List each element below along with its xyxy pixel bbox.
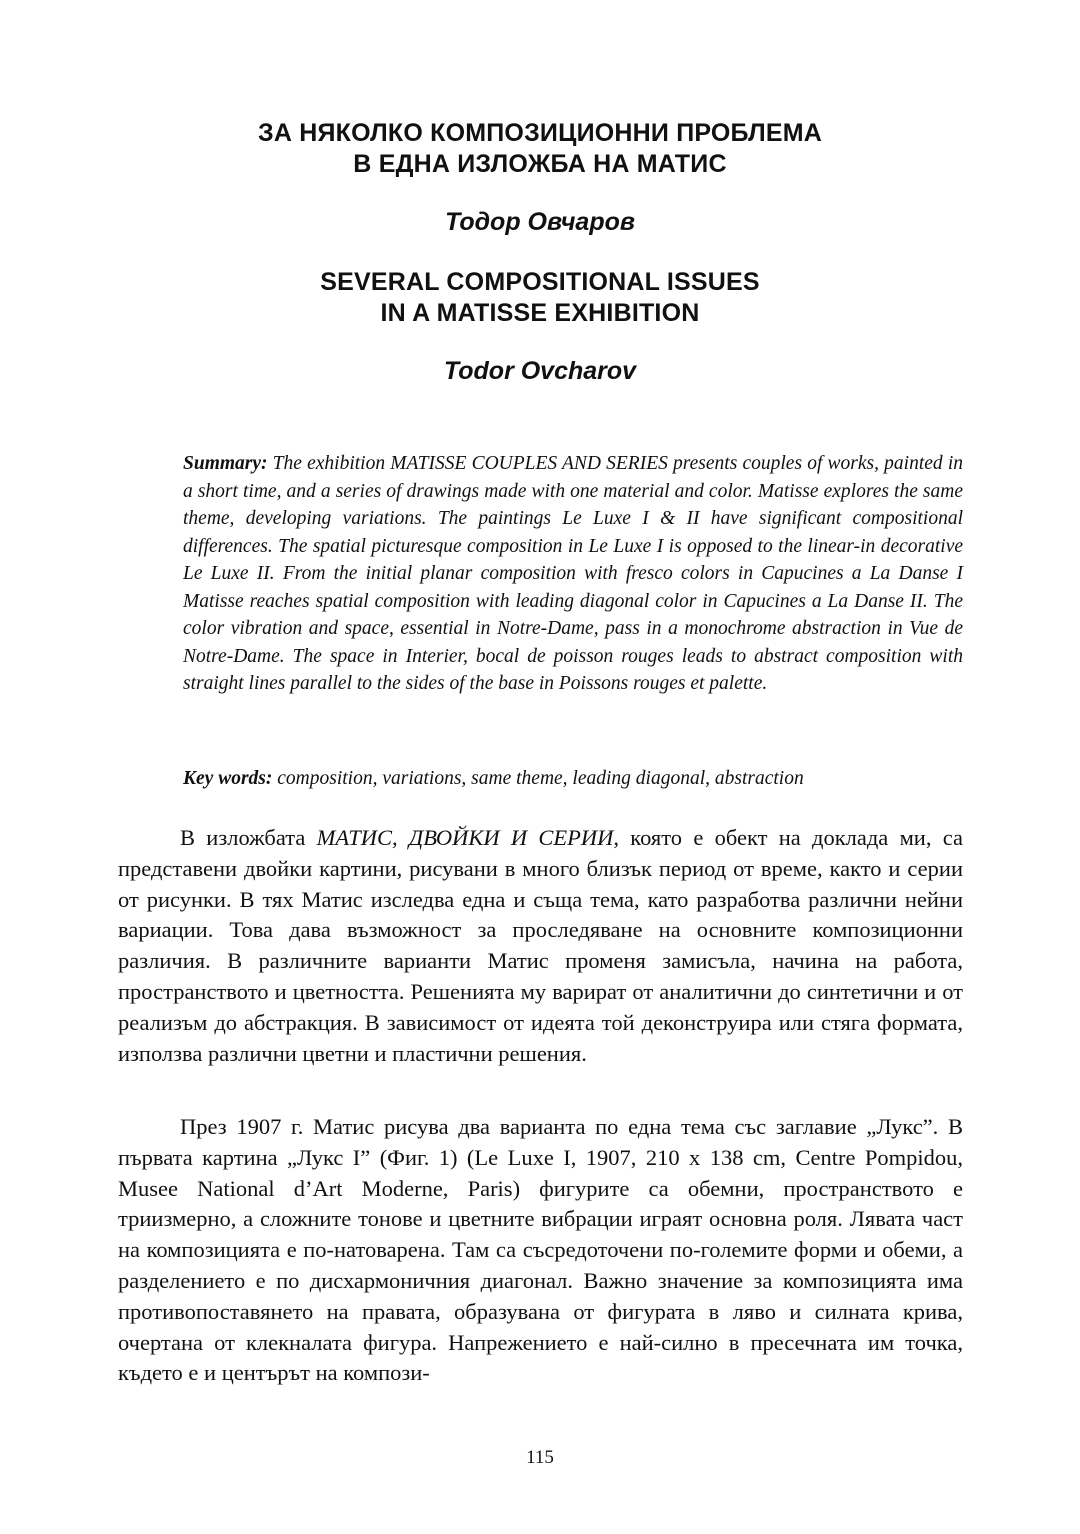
body-paragraph-1-start: В изложбата (180, 825, 317, 850)
keywords-label: Key words: (183, 768, 273, 789)
title-english-line-1: SEVERAL COMPOSITIONAL ISSUES (320, 268, 760, 296)
summary-text: The exhibition MATISSE COUPLES AND SERIES presents couples of works, painted in a short time, and a series of drawings made with one material and color. Matisse explores the same theme, developing variations. The paintings Le Luxe I & II have significant compositional differences. The spatial picturesque composition in Le Luxe I is opposed to the linear-in decorative Le Luxe II. From the initial planar composition with fresco colors in Capucines a La Danse I Matisse reaches spatial composition with leading diagonal color in Capucines a La Danse II. The color vibration and space, essential in Notre-Dame, pass in a monochrome abstraction in Vue de Notre-Dame. The space in Interier, bocal de poisson rouges leads to abstract composition with straight lines parallel to the sides of the base in Poissons rouges et palette. (183, 453, 963, 694)
summary-label: Summary: (183, 453, 268, 474)
summary-paragraph (183, 450, 963, 698)
body-paragraph-1 (118, 823, 963, 1069)
title-bulgarian (0, 118, 1080, 180)
title-english-line-2: IN A MATISSE EXHIBITION (380, 299, 700, 327)
page-number: 115 (526, 1447, 554, 1468)
title-bulgarian-line-1: ЗА НЯКОЛКО КОМПОЗИЦИОННИ ПРОБЛЕМА (257, 119, 823, 147)
title-english (0, 267, 1080, 329)
keywords-text: composition, variations, same theme, leading diagonal, abstraction (272, 768, 804, 789)
keywords-paragraph (183, 765, 963, 793)
title-bulgarian-line-2: В ЕДНА ИЗЛОЖБА НА МАТИС (353, 150, 727, 178)
author-bulgarian: Тодор Овчаров (445, 208, 635, 236)
body-paragraph-1-rest: , която е обект на доклада ми, са представени двойки картини, рисувани в много близък период от време, както и серии от рисунки. В тях Матис изследва една и съща тема, като разработва различни нейни вариации. Това дава възможност за проследяване на основните композиционни различия. В различните варианти Матис променя замисъла, начина на работа, пространството и цветността. Решенията му варират от аналитични до синтетични и от реализъм до абстракция. В зависимост от идеята той деконструира или стяга формата, използва различни цветни и пластични решения. (118, 825, 963, 1066)
exhibition-title: МАТИС, ДВОЙКИ И СЕРИИ (316, 825, 614, 850)
body-paragraph-2: През 1907 г. Матис рисува два варианта по една тема със заглавие „Лукс”. В първата картина „Лукс I” (Фиг. 1) (Le Luxe I, 1907, 210 x 138 cm, Centre Pompidou, Musee National d’Art Moderne, Paris) фигурите са обемни, пространството е триизмерно, а сложните тонове и цветните вибрации играят основна роля. Лявата част на композицията е по-натоварена. Там са съсредоточени по-големите форми и обеми, а разделението е по дисхармоничния диагонал. Важно значение за композицията има противопоставянето на правата, образувана от фигурата в ляво и силната крива, очертана от клекналата фигура. Напрежението е най-силно в пресечната им точка, където е и центърът на компози- (118, 1114, 963, 1386)
author-english: Todor Ovcharov (443, 357, 637, 385)
